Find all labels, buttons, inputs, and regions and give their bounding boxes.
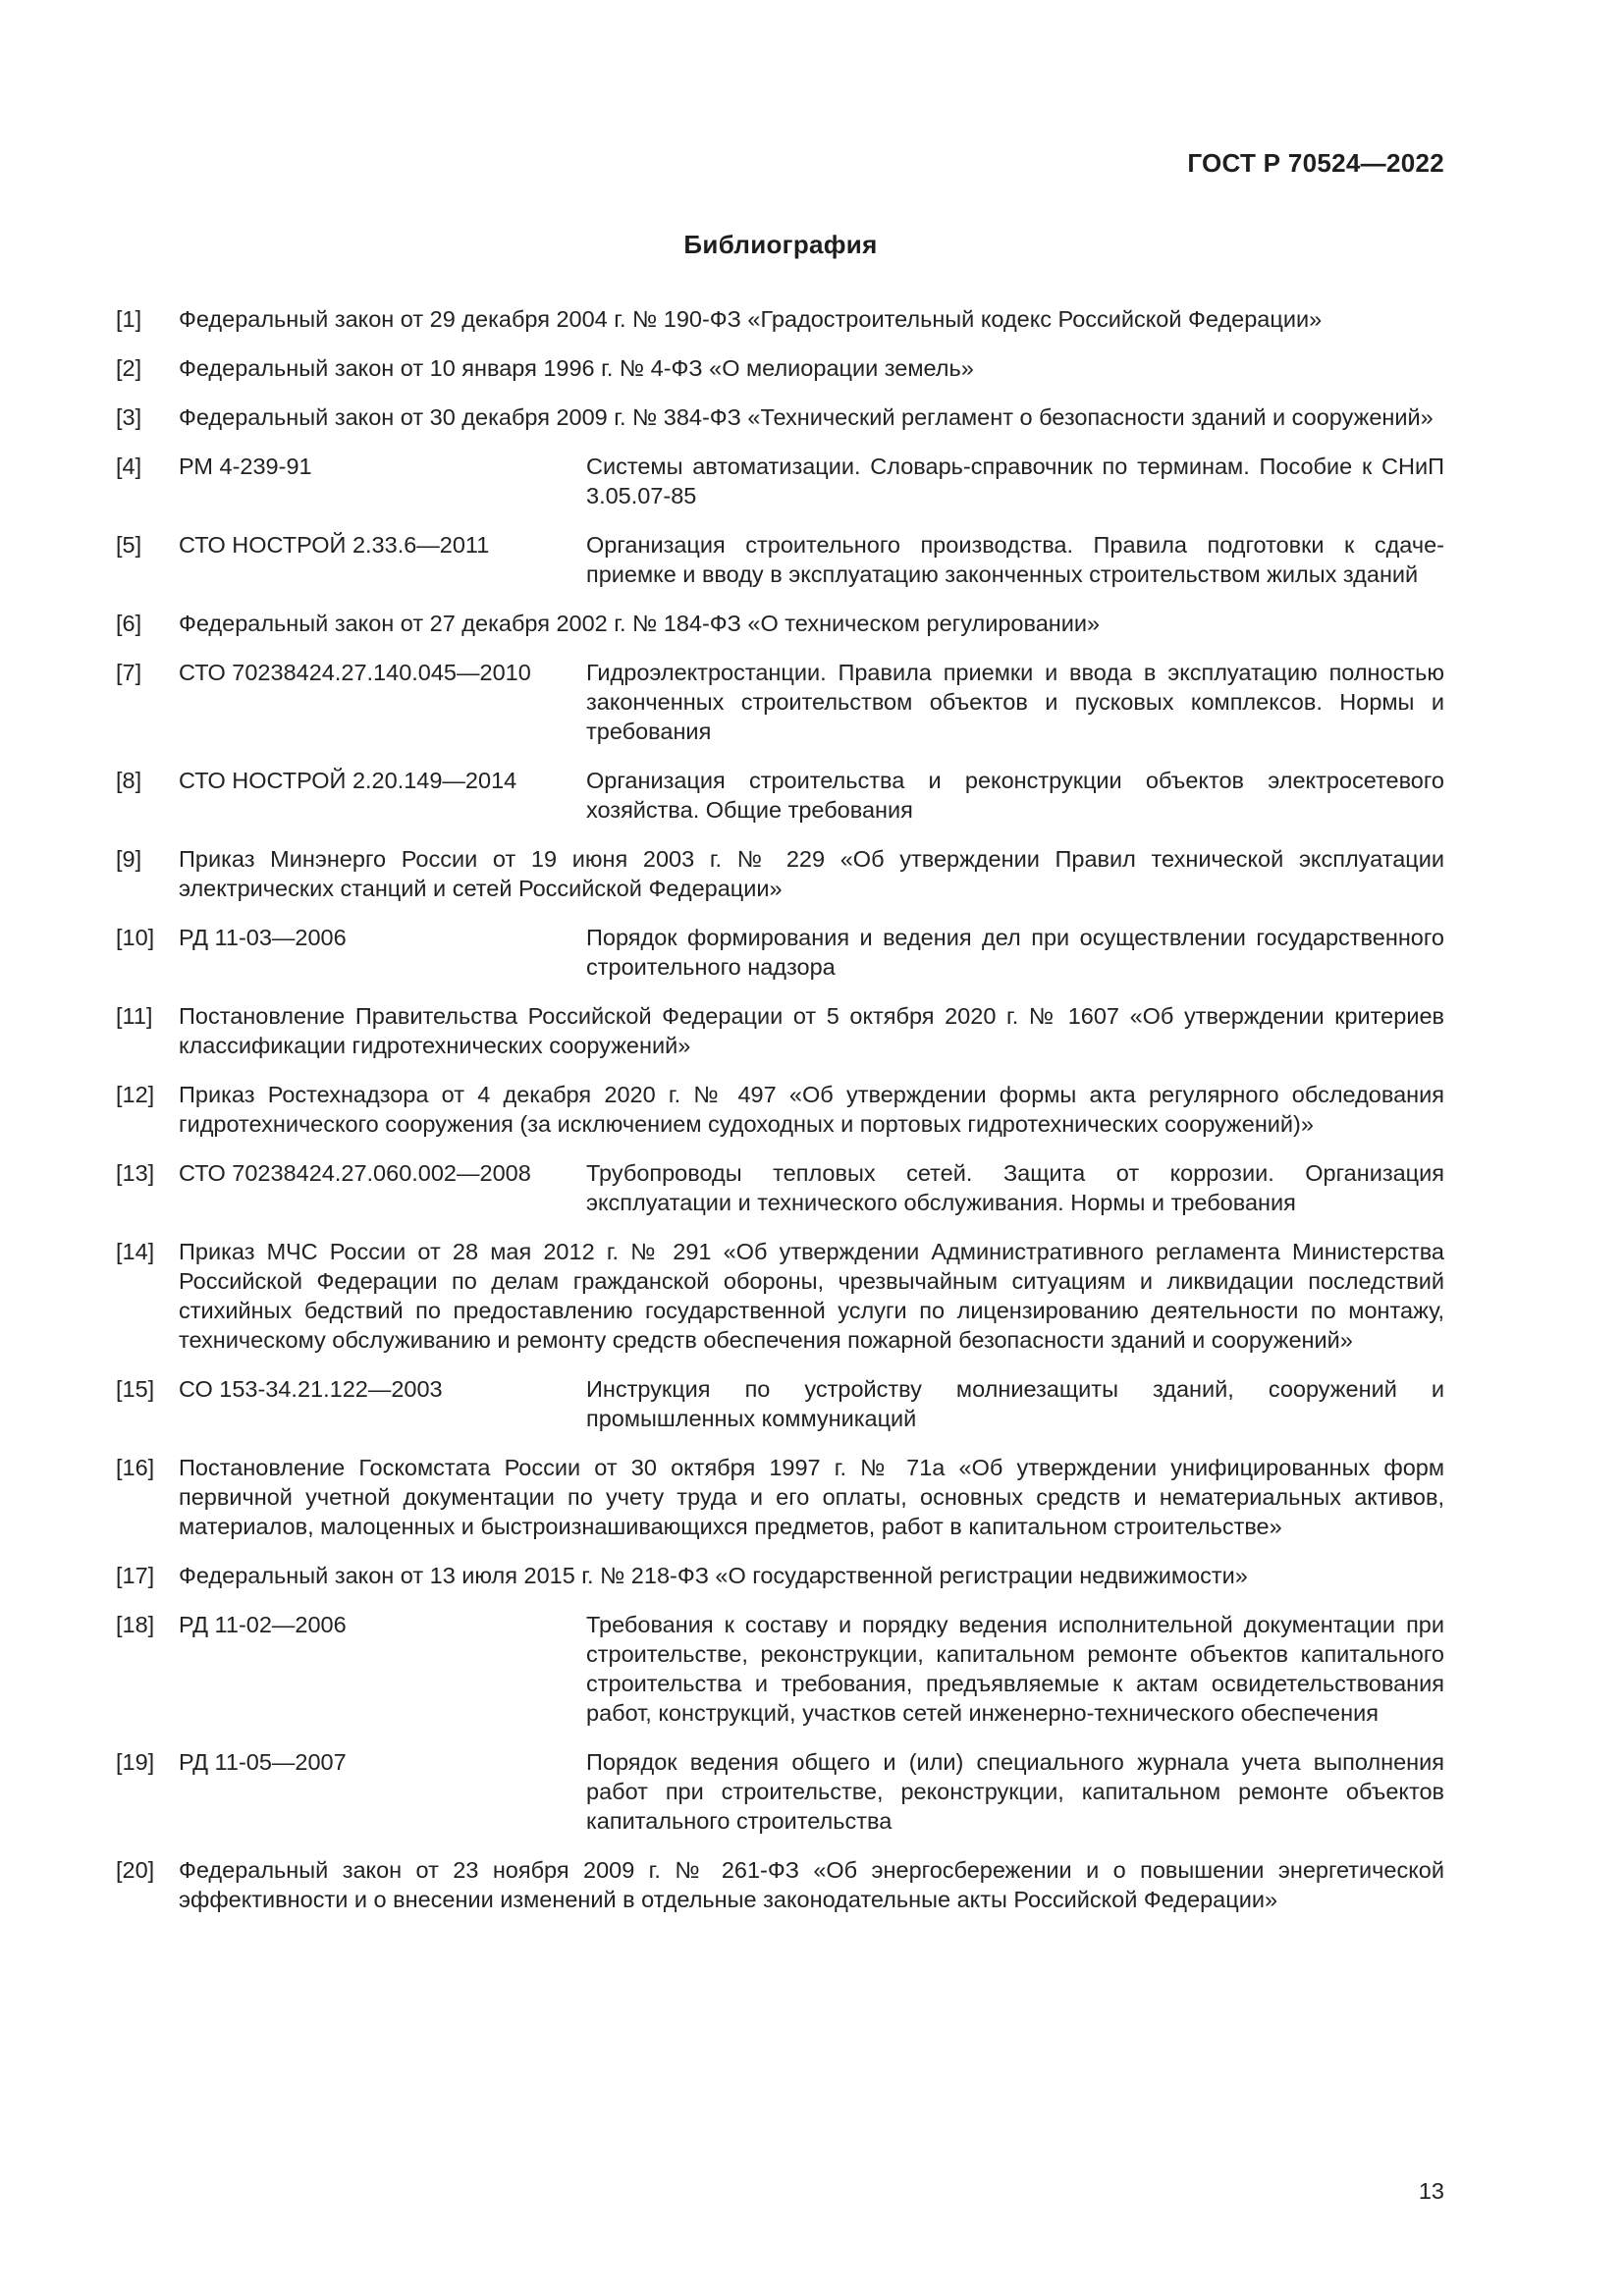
- bibliography-entry: [116, 1080, 1444, 1139]
- entry-text: Постановление Правительства Российской Федерации от 5 октября 2020 г. № 1607 «Об утверждении критериев классификации гидротехнических сооружений»: [179, 1003, 1444, 1058]
- entry-description: Требования к составу и порядку ведения исполнительной документации при строительстве, реконструкции, капитальном ремонте объектов капитального строительства и требования, предъявляемые к актам освидетельствования работ, конструкций, участков сетей инженерно-технического обеспечения: [586, 1612, 1444, 1726]
- bibliography-entry: [116, 353, 1444, 383]
- bibliography-entry: [116, 1158, 1444, 1217]
- entry-text: Федеральный закон от 30 декабря 2009 г. № 384-ФЗ «Технический регламент о безопасности зданий и сооружений»: [179, 404, 1434, 430]
- entry-number: [20]: [116, 1857, 155, 1883]
- entry-number: [10]: [116, 925, 155, 950]
- entry-text: Федеральный закон от 10 января 1996 г. № 4-ФЗ «О мелиорации земель»: [179, 355, 974, 381]
- entry-number: [9]: [116, 846, 142, 872]
- entry-document-code: РМ 4-239-91: [179, 454, 312, 479]
- bibliography-entry: [116, 1561, 1444, 1590]
- entry-number: [15]: [116, 1376, 155, 1402]
- bibliography-entry: [116, 452, 1444, 510]
- entry-number: [5]: [116, 532, 142, 558]
- bibliography-entry: [116, 766, 1444, 825]
- page-number: 13: [1418, 2178, 1444, 2204]
- bibliography-entry: [116, 304, 1444, 334]
- entry-document-code: СТО НОСТРОЙ 2.20.149—2014: [179, 768, 517, 793]
- bibliography-entry: [116, 1374, 1444, 1433]
- bibliography-entry: [116, 658, 1444, 746]
- entry-description: Гидроэлектростанции. Правила приемки и ввода в эксплуатацию полностью законченных строительством объектов и пусковых комплексов. Нормы и требования: [586, 660, 1444, 744]
- entry-text: Приказ Ростехнадзора от 4 декабря 2020 г. № 497 «Об утверждении формы акта регулярного обследования гидротехнического сооружения (за исключением судоходных и портовых гидротехнических сооружений)»: [179, 1082, 1444, 1137]
- bibliography-entry: [116, 1747, 1444, 1836]
- entry-document-code: СО 153-34.21.122—2003: [179, 1376, 443, 1402]
- entry-number: [19]: [116, 1749, 155, 1775]
- entry-text: Федеральный закон от 29 декабря 2004 г. № 190-ФЗ «Градостроительный кодекс Российской Федерации»: [179, 306, 1323, 332]
- entry-number: [14]: [116, 1239, 155, 1264]
- bibliography-entry: [116, 1610, 1444, 1728]
- entry-document-code: РД 11-03—2006: [179, 925, 347, 950]
- bibliography-entry: [116, 402, 1444, 432]
- entry-text: Федеральный закон от 27 декабря 2002 г. № 184-ФЗ «О техническом регулировании»: [179, 611, 1101, 636]
- bibliography-list: [116, 304, 1444, 1934]
- entry-document-code: РД 11-05—2007: [179, 1749, 347, 1775]
- document-code: ГОСТ Р 70524—2022: [1187, 148, 1444, 178]
- bibliography-entry: [116, 1001, 1444, 1060]
- entry-number: [16]: [116, 1455, 155, 1480]
- entry-text: Приказ МЧС России от 28 мая 2012 г. № 291 «Об утверждении Административного регламента Министерства Российской Федерации по делам гражданской обороны, чрезвычайным ситуациям и ликвидации последствий стихийных бедствий по предоставлению государственной услуги по лицензированию деятельности по монтажу, техническому обслуживанию и ремонту средств обеспечения пожарной безопасности зданий и сооружений»: [179, 1239, 1444, 1353]
- entry-number: [4]: [116, 454, 142, 479]
- entry-number: [7]: [116, 660, 142, 685]
- bibliography-entry: [116, 923, 1444, 982]
- entry-description: Инструкция по устройству молниезащиты зданий, сооружений и промышленных коммуникаций: [586, 1376, 1444, 1431]
- bibliography-entry: [116, 609, 1444, 638]
- entry-text: Приказ Минэнерго России от 19 июня 2003 г. № 229 «Об утверждении Правил технической эксплуатации электрических станций и сетей Российской Федерации»: [179, 846, 1444, 901]
- entry-number: [13]: [116, 1160, 155, 1186]
- entry-number: [8]: [116, 768, 142, 793]
- entry-description: Порядок ведения общего и (или) специального журнала учета выполнения работ при строительстве, реконструкции, капитальном ремонте объектов капитального строительства: [586, 1749, 1444, 1834]
- entry-number: [18]: [116, 1612, 155, 1637]
- entry-description: Системы автоматизации. Словарь-справочник по терминам. Пособие к СНиП 3.05.07-85: [586, 454, 1444, 508]
- entry-number: [3]: [116, 404, 142, 430]
- entry-number: [17]: [116, 1563, 155, 1588]
- entry-number: [2]: [116, 355, 142, 381]
- entry-number: [11]: [116, 1003, 153, 1029]
- entry-text: Федеральный закон от 13 июля 2015 г. № 218-ФЗ «О государственной регистрации недвижимости»: [179, 1563, 1248, 1588]
- entry-number: [12]: [116, 1082, 155, 1107]
- entry-number: [1]: [116, 306, 142, 332]
- entry-document-code: РД 11-02—2006: [179, 1612, 347, 1637]
- bibliography-entry: [116, 844, 1444, 903]
- bibliography-entry: [116, 1237, 1444, 1355]
- entry-document-code: СТО НОСТРОЙ 2.33.6—2011: [179, 532, 490, 558]
- entry-document-code: СТО 70238424.27.140.045—2010: [179, 660, 531, 685]
- bibliography-entry: [116, 1855, 1444, 1914]
- entry-description: Организация строительства и реконструкции объектов электросетевого хозяйства. Общие требования: [586, 768, 1444, 823]
- entry-description: Порядок формирования и ведения дел при осуществлении государственного строительного надзора: [586, 925, 1444, 980]
- entry-description: Организация строительного производства. Правила подготовки к сдаче-приемке и вводу в эксплуатацию законченных строительством жилых зданий: [586, 532, 1444, 587]
- entry-text: Федеральный закон от 23 ноября 2009 г. № 261-ФЗ «Об энергосбережении и о повышении энергетической эффективности и о внесении изменений в отдельные законодательные акты Российской Федерации»: [179, 1857, 1444, 1912]
- entry-document-code: СТО 70238424.27.060.002—2008: [179, 1160, 531, 1186]
- entry-number: [6]: [116, 611, 142, 636]
- page-title: Библиография: [683, 230, 878, 259]
- entry-description: Трубопроводы тепловых сетей. Защита от коррозии. Организация эксплуатации и технического обслуживания. Нормы и требования: [586, 1160, 1444, 1215]
- entry-text: Постановление Госкомстата России от 30 октября 1997 г. № 71а «Об утверждении унифицированных форм первичной учетной документации по учету труда и его оплаты, основных средств и нематериальных активов, материалов, малоценных и быстроизнашивающихся предметов, работ в капитальном строительстве»: [179, 1455, 1444, 1539]
- bibliography-entry: [116, 530, 1444, 589]
- bibliography-entry: [116, 1453, 1444, 1541]
